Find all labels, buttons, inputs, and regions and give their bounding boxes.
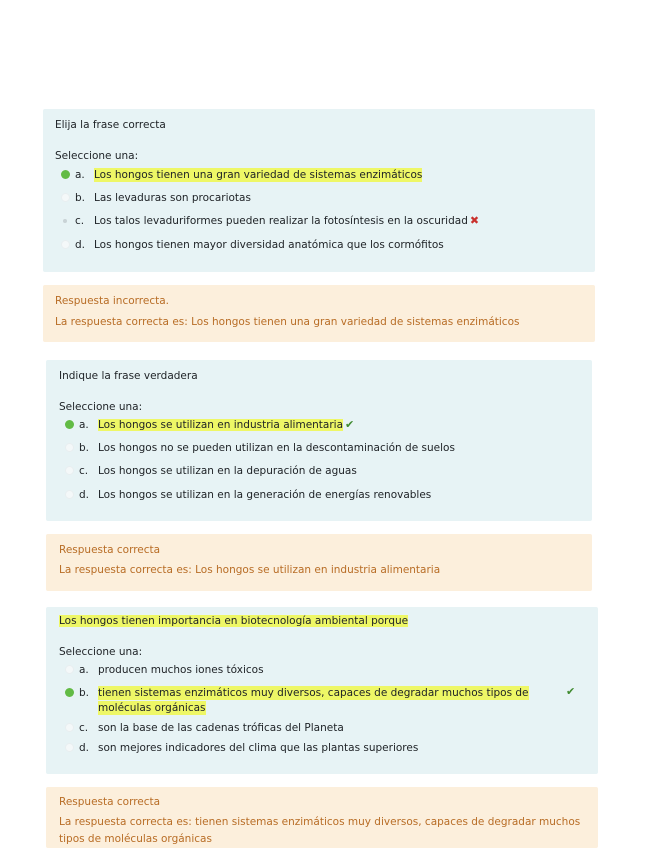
option-label [94, 214, 479, 228]
radio[interactable] [61, 240, 70, 249]
question-2 [46, 360, 592, 521]
option-label: Los hongos se utilizan en la depuración de aguas [98, 465, 357, 477]
option-label: producen muchos iones tóxicos [98, 664, 264, 676]
feedback-answer: La respuesta correcta es: Los hongos tienen una gran variedad de sistemas enzimáticos [55, 316, 520, 328]
option-label-line2: moléculas orgánicas [98, 702, 206, 714]
feedback-1 [43, 285, 595, 342]
feedback-answer: La respuesta correcta es: Los hongos se utilizan en industria alimentaria [59, 564, 441, 576]
option-letter: d. [75, 239, 86, 251]
option-label: Los hongos se utilizan en la generación de energías renovables [98, 489, 432, 501]
radio[interactable] [63, 219, 67, 223]
feedback-2 [46, 534, 592, 591]
correct-icon: ✔ [345, 418, 355, 431]
radio[interactable] [65, 466, 74, 475]
option-label: Los hongos no se pueden utilizan en la descontaminación de suelos [98, 442, 455, 454]
question-text-highlight: Los hongos tienen importancia en biotecnología ambiental porque [59, 615, 409, 627]
option-text: Los hongos se utilizan en industria alimentaria [98, 419, 344, 431]
radio[interactable] [65, 743, 74, 752]
select-prompt: Seleccione una: [55, 150, 139, 162]
option-letter: a. [75, 169, 85, 181]
option-label: son mejores indicadores del clima que las plantas superiores [98, 742, 419, 754]
radio[interactable] [65, 723, 74, 732]
feedback-title: Respuesta incorrecta. [55, 295, 170, 307]
option-letter: c. [79, 465, 89, 477]
option-letter: b. [75, 192, 86, 204]
radio[interactable] [61, 193, 70, 202]
question-text: Elija la frase correcta [55, 119, 166, 131]
radio[interactable] [65, 490, 74, 499]
question-1 [43, 109, 595, 272]
option-letter: b. [79, 442, 90, 454]
option-text: Los talos levaduriformes pueden realizar la fotosíntesis en la oscuridad [94, 215, 468, 227]
option-letter: b. [79, 687, 90, 699]
feedback-title: Respuesta correcta [59, 796, 161, 808]
option-label: son la base de las cadenas tróficas del Planeta [98, 722, 344, 734]
select-prompt: Seleccione una: [59, 646, 143, 658]
radio[interactable] [65, 665, 74, 674]
option-label [98, 418, 354, 432]
question-text [59, 615, 408, 627]
option-letter: a. [79, 419, 89, 431]
option-letter: d. [79, 742, 90, 754]
option-label: Los hongos tienen mayor diversidad anatómica que los cormófitos [94, 239, 444, 251]
select-prompt: Seleccione una: [59, 401, 143, 413]
option-label-line1: tienen sistemas enzimáticos muy diversos, capaces de degradar muchos tipos de [98, 687, 529, 699]
feedback-title: Respuesta correcta [59, 544, 161, 556]
option-letter: a. [79, 664, 89, 676]
question-text: Indique la frase verdadera [59, 370, 198, 382]
correct-icon: ✔ [566, 685, 576, 698]
incorrect-icon: ✖ [469, 214, 480, 227]
option-letter: d. [79, 489, 90, 501]
question-3 [46, 607, 598, 774]
option-letter: c. [79, 722, 89, 734]
radio[interactable] [65, 443, 74, 452]
radio-selected[interactable] [65, 688, 74, 697]
feedback-answer: La respuesta correcta es: tienen sistemas enzimáticos muy diversos, capaces de degradar muchos tipos de moléculas orgánicas [59, 816, 581, 845]
option-label: Las levaduras son procariotas [94, 192, 251, 204]
radio-selected[interactable] [65, 420, 74, 429]
option-label: Los hongos tienen una gran variedad de sistemas enzimáticos [94, 169, 423, 181]
option-letter: c. [75, 215, 85, 227]
feedback-3 [46, 787, 598, 848]
radio-selected[interactable] [61, 170, 70, 179]
